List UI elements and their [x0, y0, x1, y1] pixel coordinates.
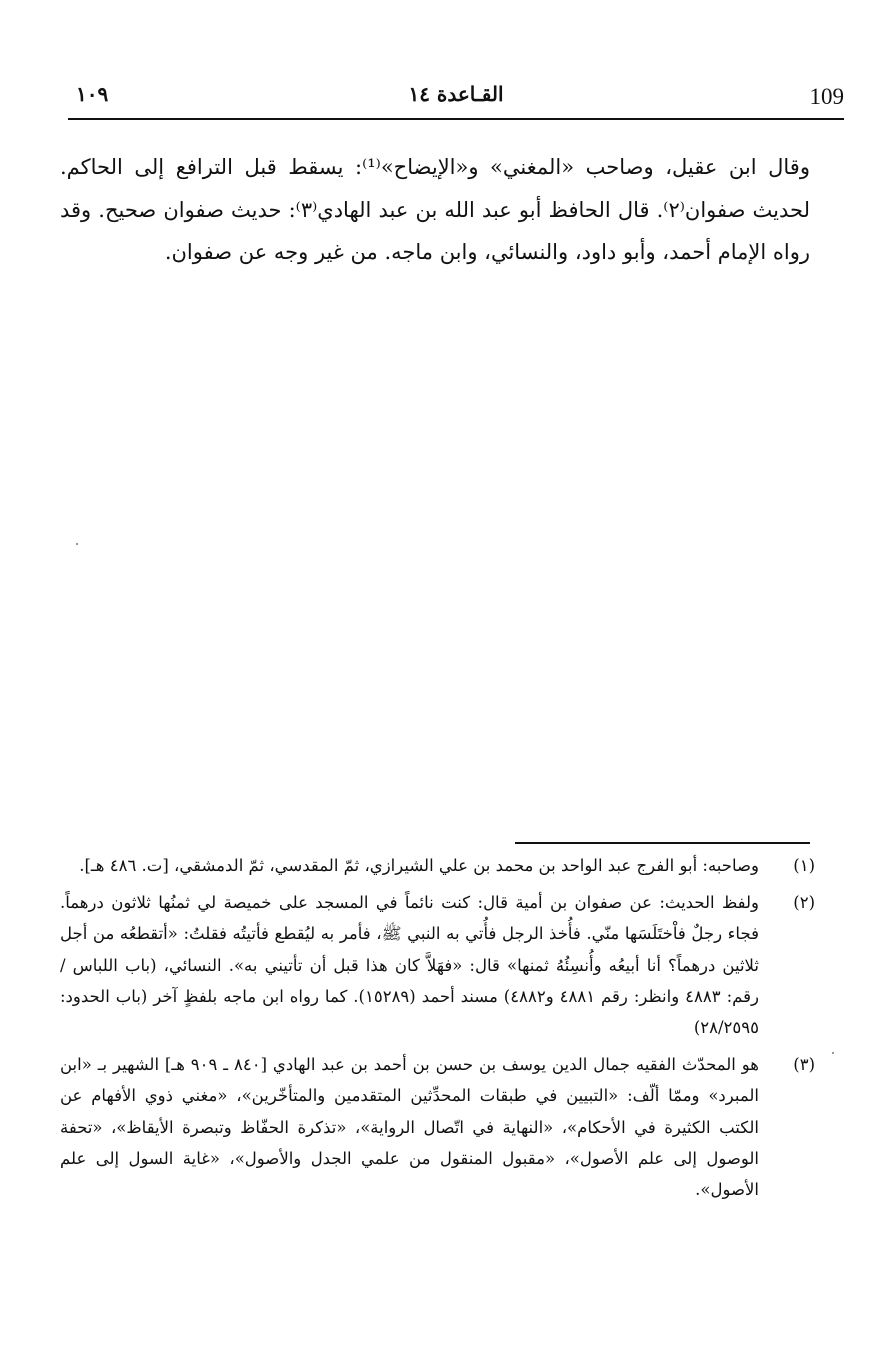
scan-speck — [832, 1052, 834, 1054]
footnote-text: ولفظ الحديث: عن صفوان بن أمية قال: كنت نائماً في المسجد على خميصة لي ثمنُها ثلاثون درهماً. فجاء رجلٌ فاْختَلَسَها منّي. فأُخذ الرجل فأُتي به النبي ﷺ، فأمر به ليُقطع فأتيتُه فقلتُ: «أتقطعُه من أجل ثلاثين درهماً؟ أنا أبيعُه وأُنسِئُهُ ثمنها» قال: «فهَلاَّ كان هذا قبل أن تأتيني به». النسائي، (باب اللباس / رقم: ٤٨٨٣ وانظر: رقم ٤٨٨١ و٤٨٨٢) مسند أحمد (١٥٢٨٩). كما رواه ابن ماجه بلفظٍ آخر (باب الحدود: ٢٨/٢٥٩٥) — [60, 893, 759, 1038]
footnote-1 — [60, 850, 815, 881]
footnote-number: (٢) — [793, 893, 815, 913]
main-paragraph: وقال ابن عقيل، وصاحب «المغني» و«الإيضاح»⁽¹⁾: يسقط قبل الترافع إلى الحاكم. لحديث صفوان⁽٢⁾. قال الحافظ أبو عبد الله بن عبد الهادي⁽٣⁾: حديث صفوان صحيح. وقد رواه الإمام أحمد، وأبو داود، والنسائي، وابن ماجه. من غير وجه عن صفوان. — [60, 155, 810, 264]
page-number-arabic: ١٠٩ — [76, 82, 109, 106]
header-rule — [68, 118, 844, 120]
footnote-separator — [515, 842, 810, 844]
footnote-text: وصاحبه: أبو الفرج عبد الواحد بن محمد بن علي الشيرازي، ثمّ المقدسي، ثمّ الدمشقي، [ت. ٤٨٦ هـ]. — [79, 856, 759, 875]
footnote-3 — [60, 1049, 815, 1205]
page-header — [68, 80, 844, 112]
footnote-text: هو المحدّث الفقيه جمال الدين يوسف بن حسن بن أحمد بن عبد الهادي [٨٤٠ ـ ٩٠٩ هـ] الشهير بـ «ابن المبرد» وممّا ألّف: «التبيين في طبقات المحدِّثين المتقدمين والمتأخّرين»، «مغني ذوي الأفهام عن الكتب الكثيرة في الأحكام»، «النهاية في اتّصال الرواية»، «تذكرة الحفّاظ وتبصرة الأيقاظ»، «تحفة الوصول إلى علم الأصول»، «مقبول المنقول من علمي الجدل والأصول»، «غاية السول إلى علم الأصول». — [60, 1055, 759, 1200]
footnote-number: (٣) — [793, 1055, 815, 1075]
scan-speck — [76, 543, 78, 545]
running-title: القـاعدة ١٤ — [408, 82, 504, 106]
footnote-2 — [60, 887, 815, 1043]
footnote-number: (١) — [793, 856, 815, 875]
page-number-latin: 109 — [809, 84, 844, 109]
footnotes-section — [60, 850, 815, 1211]
